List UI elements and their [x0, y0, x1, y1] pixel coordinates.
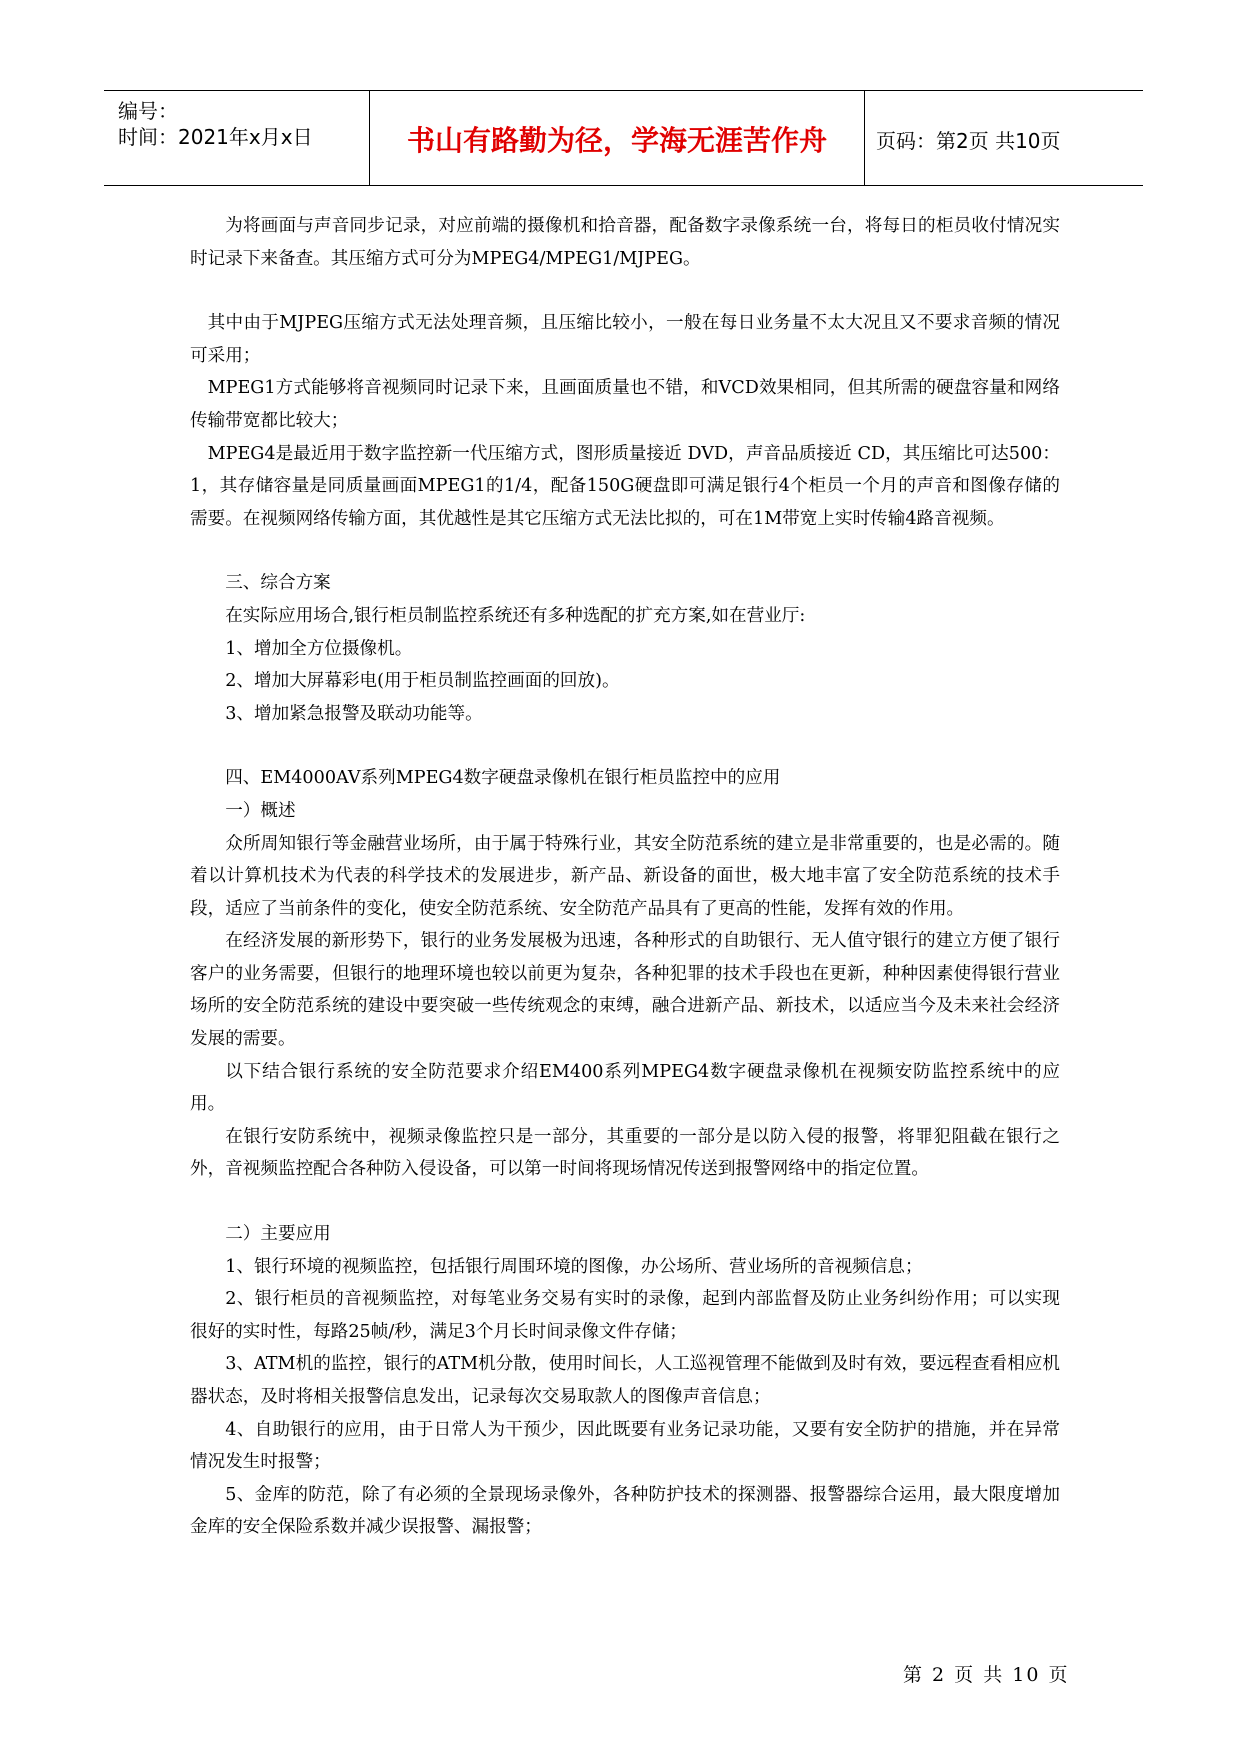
paragraph: 在经济发展的新形势下，银行的业务发展极为迅速，各种形式的自助银行、无人值守银行的建立方便了银行客户的业务需要，但银行的地理环境也较以前更为复杂，各种犯罪的技术手段也在更新，种种因素使得银行营业场所的安全防范系统的建设中要突破一些传统观念的束缚，融合进新产品、新技术，以适应当今及未来社会经济发展的需要。 — [190, 931, 1060, 1050]
paragraph: 其中由于MJPEG压缩方式无法处理音频，且压缩比较小，一般在每日业务量不太大况且又不要求音频的情况可采用； — [190, 313, 1060, 366]
paragraph: MPEG1方式能够将音视频同时记录下来，且画面质量也不错，和VCD效果相同，但其所需的硬盘容量和网络传输带宽都比较大； — [190, 378, 1060, 431]
document-body — [190, 210, 1060, 1544]
paragraph: 为将画面与声音同步记录，对应前端的摄像机和拾音器，配备数字录像系统一台，将每日的柜员收付情况实时记录下来备查。其压缩方式可分为MPEG4/MPEG1/MJPEG。 — [190, 216, 1060, 269]
paragraph: MPEG4是最近用于数字监控新一代压缩方式，图形质量接近 DVD，声音品质接近 CD，其压缩比可达500：1，其存储容量是同质量画面MPEG1的1/4，配备150G硬盘即可满足银行4个柜员一个月的声音和图像存储的需要。在视频网络传输方面，其优越性是其它压缩方式无法比拟的，可在1M带宽上实时传输4路音视频。 — [190, 443, 1060, 529]
page-footer: 第 2 页 共 10 页 — [903, 1664, 1070, 1686]
list-item: 4、自助银行的应用，由于日常人为干预少，因此既要有业务记录功能，又要有安全防护的措施，并在异常情况发生时报警； — [190, 1419, 1060, 1473]
list-item: 3、ATM机的监控，银行的ATM机分散，使用时间长，人工巡视管理不能做到及时有效，要远程查看相应机器状态，及时将相关报警信息发出，记录每次交易取款人的图像声音信息； — [190, 1354, 1060, 1407]
serial-label: 编号： — [118, 99, 178, 123]
section-heading: 三、综合方案 — [225, 573, 331, 594]
list-item: 1、增加全方位摄像机。 — [225, 638, 413, 659]
paragraph: 众所周知银行等金融营业场所，由于属于特殊行业，其安全防范系统的建立是非常重要的，也是必需的。随着以计算机技术为代表的科学技术的发展进步，新产品、新设备的面世，极大地丰富了安全防范系统的技术手段，适应了当前条件的变化，使安全防范系统、安全防范产品具有了更高的性能，发挥有效的作用。 — [190, 833, 1060, 919]
page-header — [104, 90, 1143, 186]
header-left-cell — [104, 91, 368, 185]
section-heading: 四、EM4000AV系列MPEG4数字硬盘录像机在银行柜员监控中的应用 — [225, 768, 781, 789]
time-label: 时间：2021年x月x日 — [118, 125, 313, 149]
list-item: 5、金库的防范，除了有必须的全景现场录像外，各种防护技术的探测器、报警器综合运用，最大限度增加金库的安全保险系数并减少误报警、漏报警； — [190, 1484, 1060, 1538]
paragraph: 以下结合银行系统的安全防范要求介绍EM400系列MPEG4数字硬盘录像机在视频安防监控系统中的应用。 — [190, 1061, 1060, 1115]
list-item: 2、增加大屏幕彩电(用于柜员制监控画面的回放)。 — [225, 671, 620, 692]
subsection-heading: 一）概述 — [225, 800, 296, 821]
header-middle-cell — [369, 91, 865, 185]
list-item: 3、增加紧急报警及联动功能等。 — [225, 703, 483, 724]
paragraph: 在实际应用场合,银行柜员制监控系统还有多种选配的扩充方案,如在营业厅: — [225, 605, 806, 626]
header-page-code: 页码：第2页 共10页 — [876, 129, 1061, 153]
subsection-heading: 二）主要应用 — [225, 1224, 331, 1245]
list-item: 2、银行柜员的音视频监控，对每笔业务交易有实时的录像，起到内部监督及防止业务纠纷作用；可以实现很好的实时性，每路25帧/秒，满足3个月长时间录像文件存储； — [190, 1289, 1060, 1342]
paragraph: 在银行安防系统中，视频录像监控只是一部分，其重要的一部分是以防入侵的报警，将罪犯阻截在银行之外，音视频监控配合各种防入侵设备，可以第一时间将现场情况传送到报警网络中的指定位置。 — [190, 1126, 1060, 1180]
header-right-cell — [864, 91, 1143, 185]
list-item: 1、银行环境的视频监控，包括银行周围环境的图像，办公场所、营业场所的音视频信息； — [225, 1256, 923, 1277]
header-motto: 书山有路勤为径，学海无涯苦作舟 — [406, 124, 827, 157]
